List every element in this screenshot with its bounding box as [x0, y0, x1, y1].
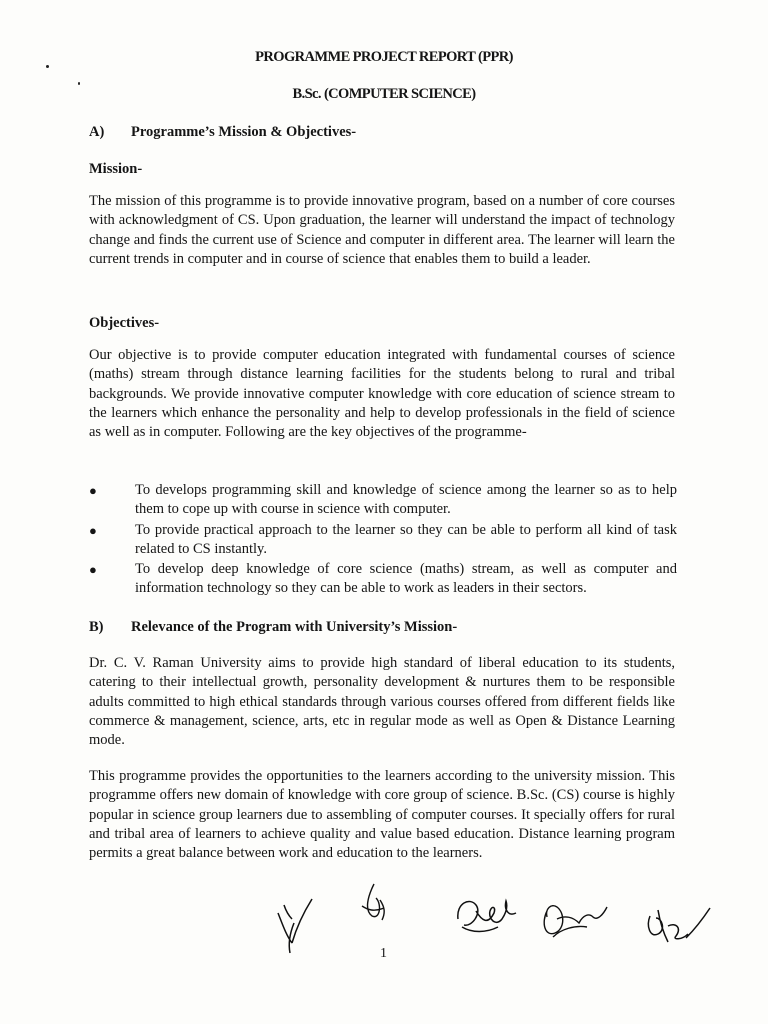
section-a-letter: A)	[89, 124, 105, 140]
list-item	[89, 481, 677, 520]
signature-2	[354, 880, 394, 935]
bullet-icon: ●	[89, 522, 97, 538]
scan-speck	[78, 82, 80, 85]
page-number: 1	[380, 946, 387, 961]
signature-5	[642, 902, 714, 950]
list-item-text: To provide practical approach to the learner so they can be able to perform all kind of task related to CS instantly.	[135, 521, 677, 557]
objectives-paragraph: Our objective is to provide computer education integrated with fundamental courses of science (maths) stream through distance learning facilities for the students belong to rural and tribal backgrounds. We provide innovative computer knowledge with core education of science stream to the learners which enhance the personality and help to develop professionals in the field of science as well as in computer. Following are the key objectives of the programme-	[89, 347, 675, 441]
section-b-title: Relevance of the Program with University’s Mission-	[131, 619, 458, 635]
section-b-letter: B)	[89, 619, 104, 635]
document-title: PROGRAMME PROJECT REPORT (PPR)	[255, 49, 513, 65]
list-item	[89, 560, 677, 599]
signature-4	[535, 893, 615, 949]
objectives-list	[89, 481, 677, 600]
document-subtitle: B.Sc. (COMPUTER SCIENCE)	[292, 86, 476, 102]
relevance-paragraph-2: This programme provides the opportunities to the learners according to the university mission. This programme offers new domain of knowledge with core group of science. B.Sc. (CS) course is highly popular in science group learners due to assembling of computer courses. It specially offers for rural and tribal area of learners to achieve quality and value based education. Distance learning program permits a great balance between work and education to the learners.	[89, 768, 675, 862]
list-item-text: To develops programming skill and knowledge of science among the learner so as to help them to cope up with course in science with computer.	[135, 482, 677, 518]
bullet-icon: ●	[89, 483, 97, 498]
relevance-paragraph-1: Dr. C. V. Raman University aims to provide high standard of liberal education to its students, catering to their intellectual growth, personality development & nurtures them to be responsible adults committed to high ethical standards through various courses offered from different fields like commerce & management, science, arts, etc in regular mode as well as Open & Distance Learning mode.	[89, 655, 675, 749]
section-b-heading	[89, 619, 457, 636]
signature-1	[270, 893, 318, 957]
mission-heading: Mission-	[89, 161, 143, 177]
section-a-heading	[89, 124, 356, 141]
signature-3	[452, 891, 524, 941]
bullet-icon: ●	[89, 562, 97, 578]
list-item	[89, 521, 677, 560]
list-item-text: To develop deep knowledge of core science (maths) stream, as well as computer and information technology so they can be able to work as leaders in their sectors.	[135, 561, 677, 597]
objectives-heading: Objectives-	[89, 315, 160, 331]
mission-paragraph: The mission of this programme is to provide innovative program, based on a number of core courses with acknowledgment of CS. Upon graduation, the learner will understand the impact of technology change and finds the current use of Science and computer in different area. The learner will learn the current trends in computer and in course of science that enables them to build a leader.	[89, 193, 675, 267]
section-a-title: Programme’s Mission & Objectives-	[131, 124, 357, 140]
